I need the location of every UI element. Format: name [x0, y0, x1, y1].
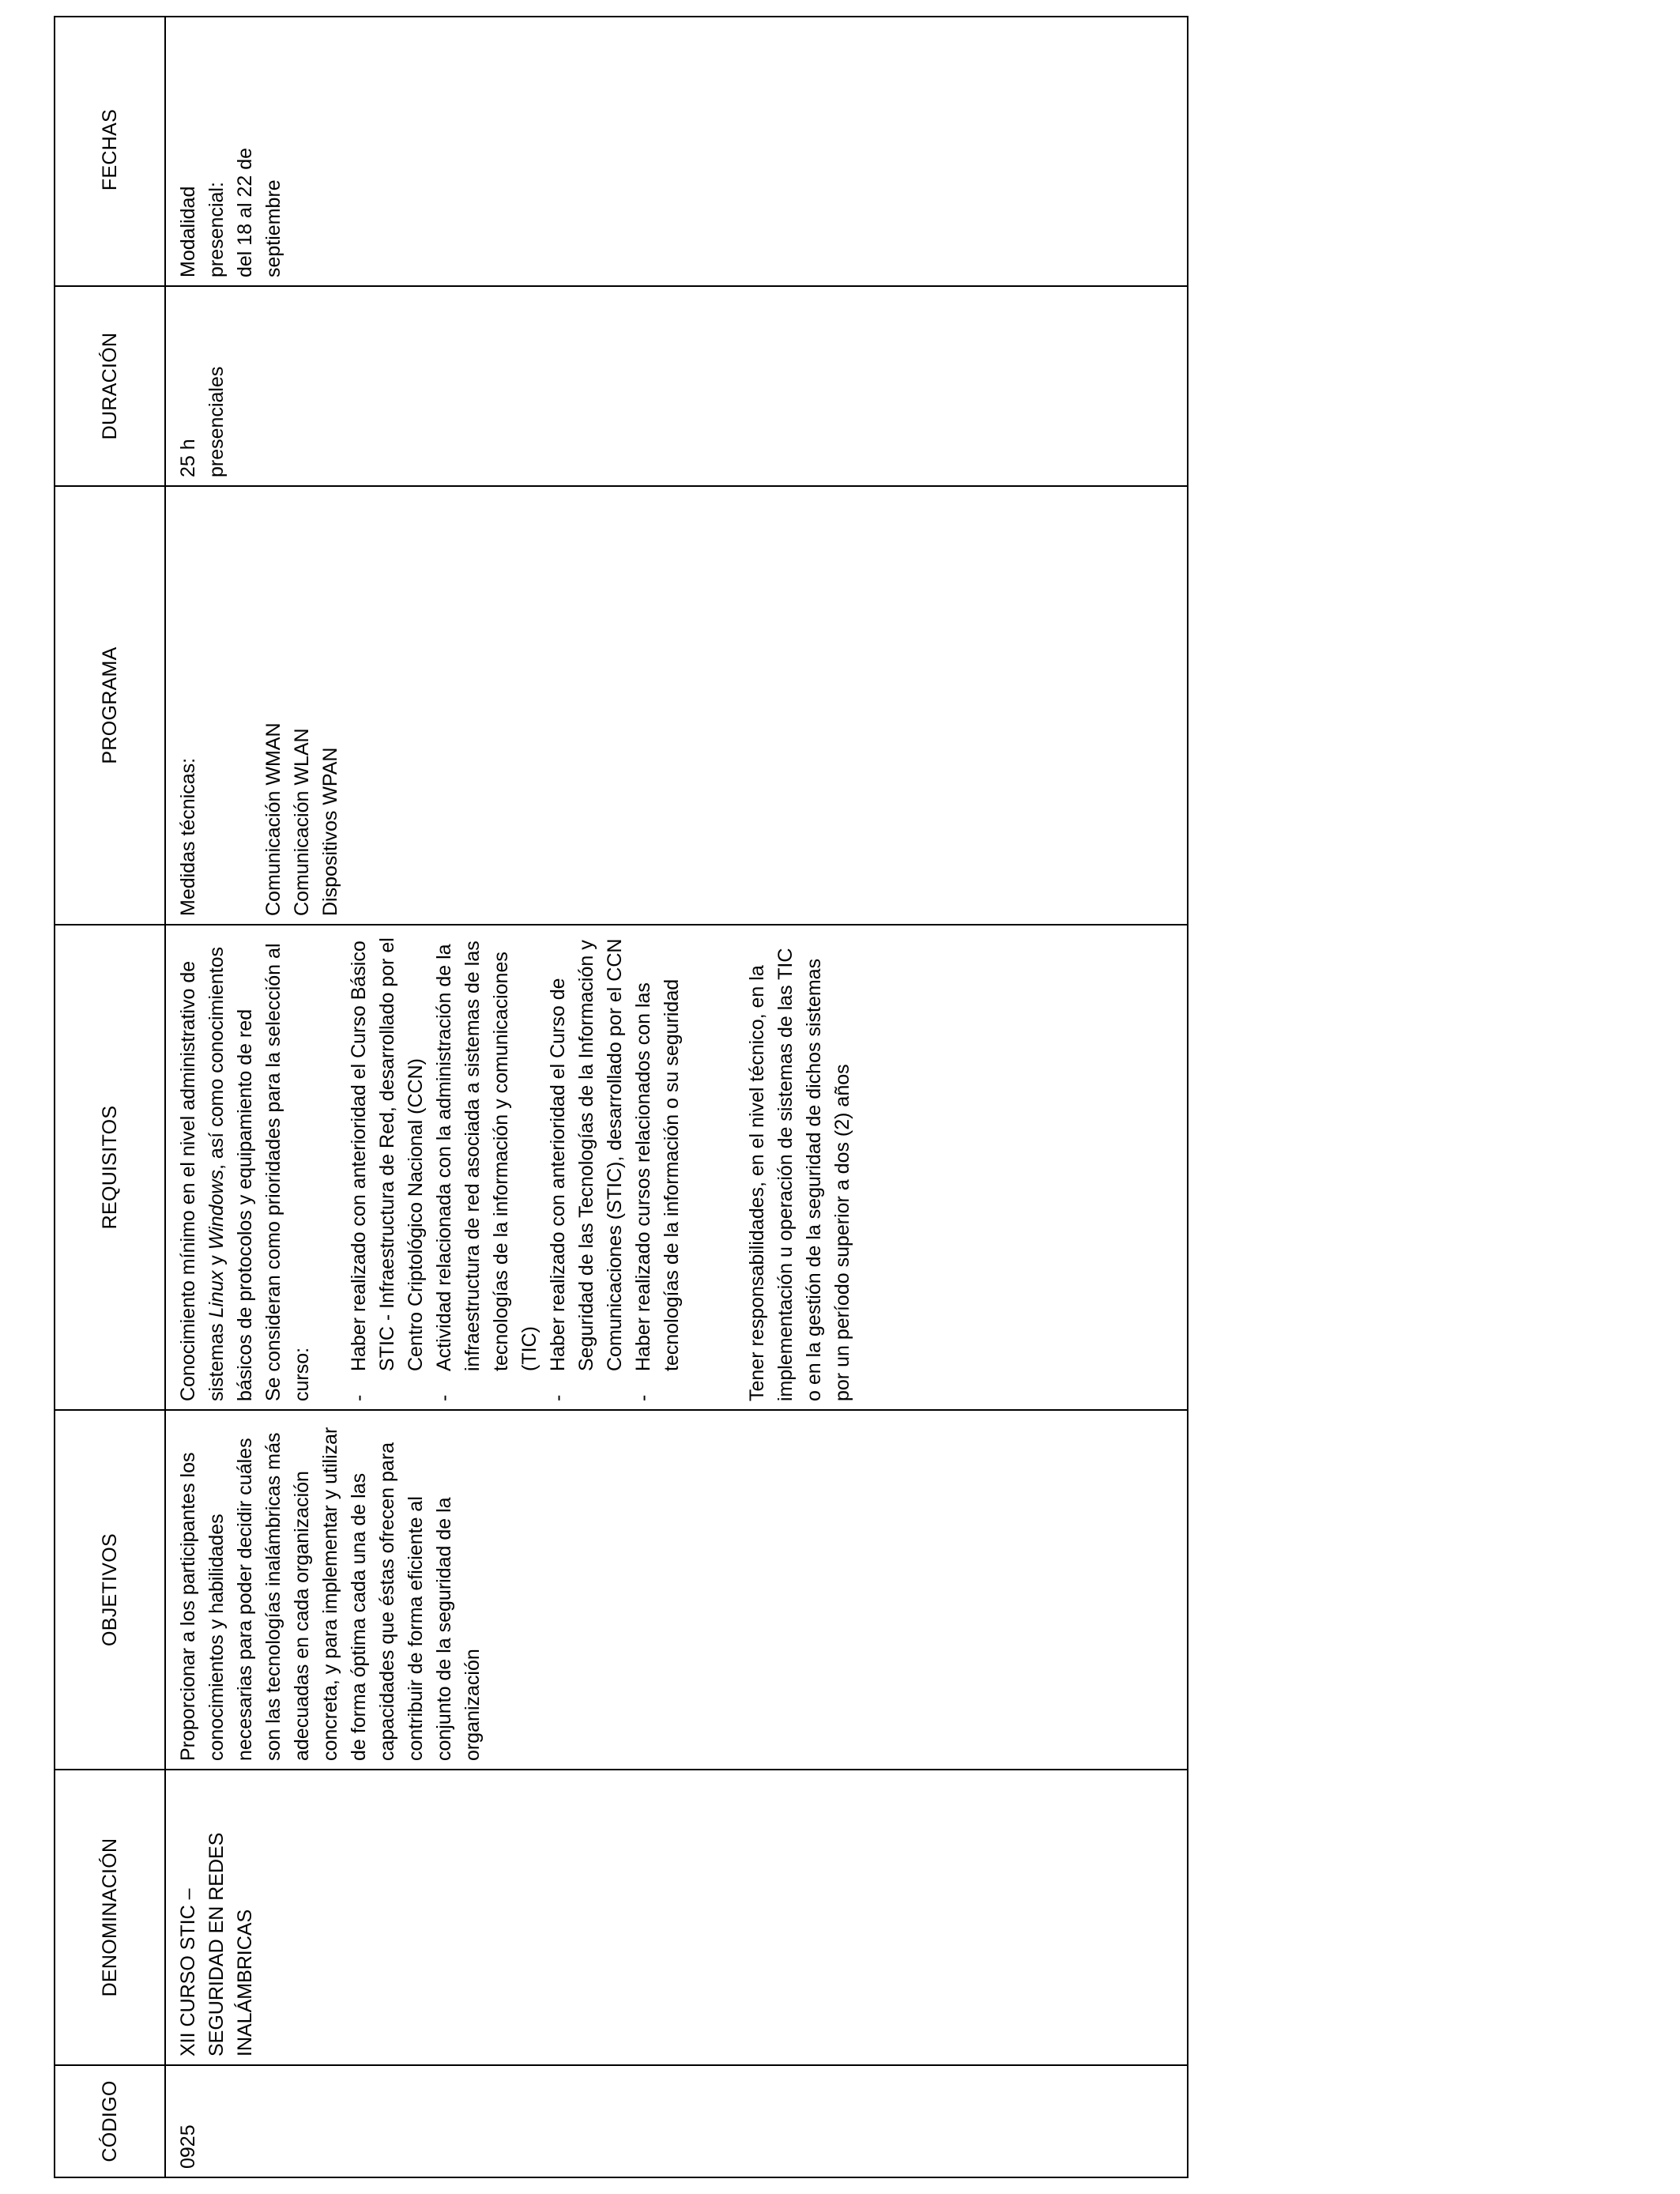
programa-intro: Medidas técnicas: — [177, 757, 199, 916]
responsibilities: Tener responsabilidades, en el nivel técnico, en la implementación u operación de sistemas de las TIC o en la gestión de la seguridad de dichos sistemas por un período superior a dos (2) años — [746, 948, 853, 1401]
linux-term: Linux — [205, 1270, 228, 1318]
fechas-line: presencial: — [205, 182, 228, 277]
duracion-line: presenciales — [205, 366, 228, 477]
header-denominacion: DENOMINACIÓN — [55, 1769, 164, 2064]
cell-programa — [166, 485, 1187, 924]
fechas-line: del 18 al 22 de — [234, 147, 256, 277]
duracion-line: 25 h — [177, 439, 199, 477]
fechas-line: Modalidad — [177, 186, 199, 277]
cell-duracion — [166, 285, 1187, 485]
course-table — [54, 16, 1188, 2178]
header-programa: PROGRAMA — [55, 485, 164, 924]
header-codigo: CÓDIGO — [55, 2064, 164, 2177]
header-fechas: FECHAS — [98, 108, 121, 191]
cell-codigo: 0925 — [166, 2064, 1187, 2177]
priority-item: -Actividad relacionada con la administración de la infraestructura de red asociada a sistemas de las tecnologías de la información y comunicaciones (TIC) — [433, 941, 541, 1401]
table-header-row — [55, 17, 166, 2177]
windows-term: Windows — [205, 1170, 228, 1250]
cell-denominacion: XII CURSO STIC – SEGURIDAD EN REDES INALÁMBRICAS — [166, 1769, 1187, 2064]
cell-fechas — [166, 14, 1187, 285]
header-requisitos: REQUISITOS — [55, 924, 164, 1409]
programa-item: Comunicación WMAN — [262, 722, 284, 916]
table-row — [166, 17, 1187, 2177]
fechas-line: septiembre — [262, 179, 284, 277]
header-duracion: DURACIÓN — [55, 285, 164, 485]
programa-item: Dispositivos WPAN — [319, 747, 341, 916]
priorities-intro: Se consideran como prioridades para la selección al curso: — [262, 943, 313, 1401]
priority-item: -Haber realizado con anterioridad el Curso Básico STIC - Infraestructura de Red, desarrollado por el Centro Criptológico Nacional (CCN) — [348, 937, 427, 1401]
requisitos-intro: Conocimiento mínimo en el nivel administrativo de sistemas Linux y Windows, así como conocimientos básicos de protocolos y equipamiento de red — [177, 946, 256, 1401]
priority-item: -Haber realizado con anterioridad el Curso de Seguridad de las Tecnologías de la Información y Comunicaciones (STIC), desarrollado por el CCN — [547, 938, 626, 1401]
header-objetivos: OBJETIVOS — [55, 1409, 164, 1769]
cell-objetivos: Proporcionar a los participantes los conocimientos y habilidades necesarias para poder decidir cuáles son las tecnologías inalámbricas más adecuadas en cada organización concreta, y para implementar y utilizar de forma óptima cada una de las capacidades que éstas ofrecen para contribuir de forma eficiente al conjunto de la seguridad de la organización — [166, 1409, 1187, 1769]
priority-item: -Haber realizado cursos relacionados con las tecnologías de la información o su seguridad — [632, 978, 683, 1401]
programa-item: Comunicación WLAN — [291, 728, 313, 916]
cell-requisitos — [166, 924, 1187, 1409]
